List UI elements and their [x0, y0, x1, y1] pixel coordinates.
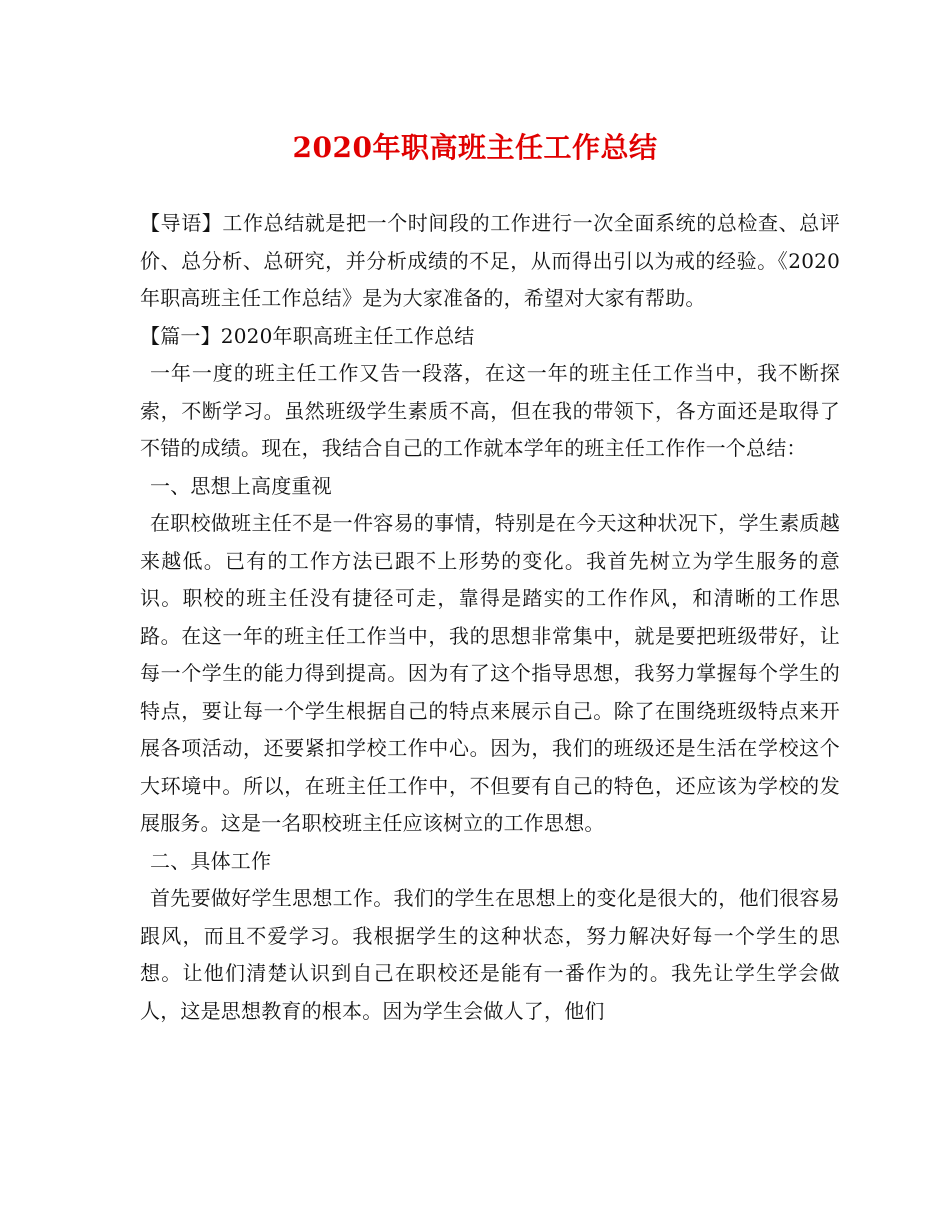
- thought-paragraph: 在职校做班主任不是一件容易的事情，特别是在今天这种状况下，学生素质越来越低。已有的工作方法已跟不上形势的变化。我首先树立为学生服务的意识。职校的班主任没有捷径可走，靠得是踏实的工作作风，和清晰的工作思路。在这一年的班主任工作当中，我的思想非常集中，就是要把班级带好，让每一个学生的能力得到提高。因为有了这个指导思想，我努力掌握每个学生的特点，要让每一个学生根据自己的特点来展示自己。除了在围绕班级特点来开展各项活动，还要紧扣学校工作中心。因为，我们的班级还是生活在学校这个大环境中。所以，在班主任工作中，不但要有自己的特色，还应该为学校的发展服务。这是一名职校班主任应该树立的工作思想。: [140, 511, 840, 835]
- intro-paragraph: 【导语】工作总结就是把一个时间段的工作进行一次全面系统的总检查、总评价、总分析、总研究，并分析成绩的不足，从而得出引以为戒的经验。《2020年职高班主任工作总结》是为大家准备的，希望对大家有帮助。: [140, 211, 840, 310]
- subheading-thought: 一、思想上高度重视: [150, 473, 332, 498]
- section-heading-part-one: 【篇一】2020年职高班主任工作总结: [140, 323, 475, 348]
- subheading-concrete-work: 二、具体工作: [150, 848, 272, 873]
- opening-paragraph: 一年一度的班主任工作又告一段落，在这一年的班主任工作当中，我不断探索，不断学习。虽然班级学生素质不高，但在我的带领下，各方面还是取得了不错的成绩。现在，我结合自己的工作就本学年的班主任工作作一个总结：: [140, 361, 840, 460]
- document-body: [140, 205, 840, 1030]
- concrete-work-paragraph: 首先要做好学生思想工作。我们的学生在思想上的变化是很大的，他们很容易跟风，而且不爱学习。我根据学生的这种状态，努力解决好每一个学生的思想。让他们清楚认识到自己在职校还是能有一番作为的。我先让学生学会做人，这是思想教育的根本。因为学生会做人了，他们: [140, 886, 840, 1023]
- document-title: 2020年职高班主任工作总结: [292, 131, 658, 164]
